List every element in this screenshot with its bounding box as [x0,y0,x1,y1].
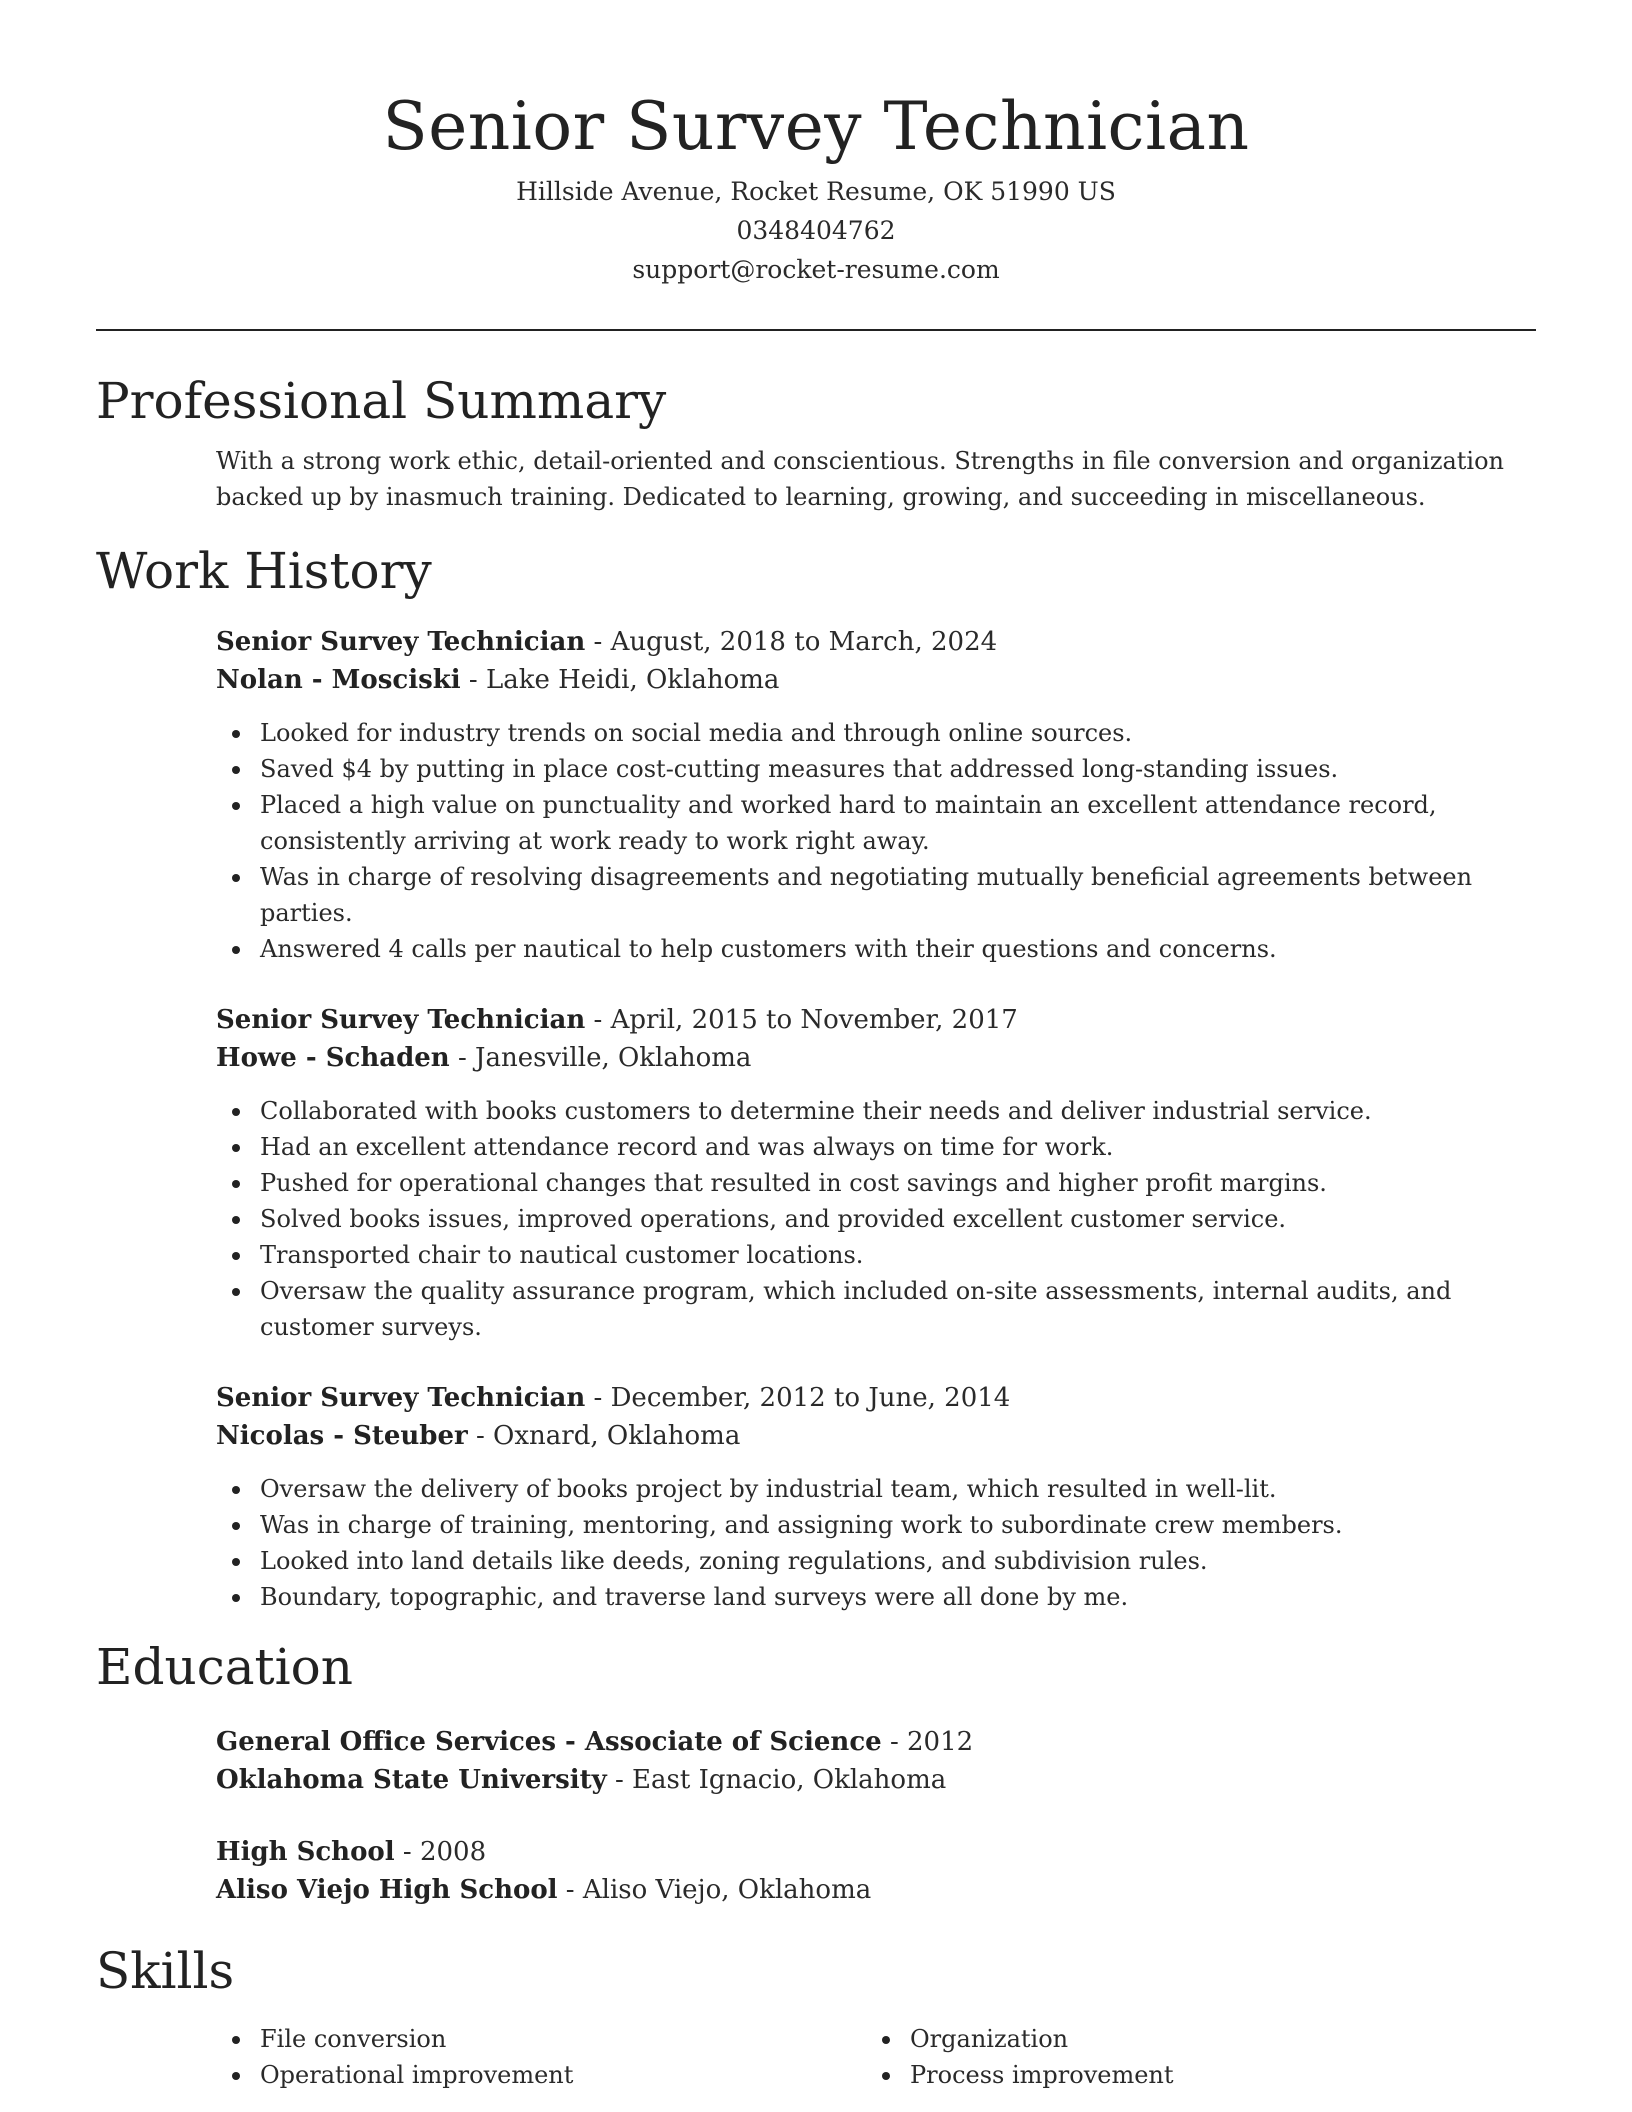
list-item: Looked for industry trends on social media and through online sources. [216,715,1536,751]
job-company-line [216,1039,1536,1077]
job-entry [216,1001,1536,1345]
job-dates: - August, 2018 to March, 2024 [585,627,998,657]
job-company-line [216,1417,1536,1455]
section-title-education: Education [96,1638,353,1696]
job-title: Senior Survey Technician [216,1383,586,1413]
skills-column-right [866,2021,1516,2093]
skills-section [96,1939,1536,2093]
job-entry [216,1379,1536,1615]
skill-item: File conversion [216,2021,866,2057]
list-item: Was in charge of resolving disagreements and negotiating mutually beneficial agreements between parties. [216,859,1536,931]
job-bullets [216,1093,1536,1345]
education-school: Aliso Viejo High School [216,1875,558,1905]
job-dates: - April, 2015 to November, 2017 [585,1005,1018,1035]
job-company: Howe - Schaden [216,1043,450,1073]
resume-page [96,0,1536,2093]
list-item: Solved books issues, improved operations, and provided excellent customer service. [216,1201,1536,1237]
job-bullets [216,1471,1536,1615]
education-degree-line [216,1833,1536,1871]
education-entry [216,1723,1536,1799]
list-item: Placed a high value on punctuality and worked hard to maintain an excellent attendance record, consistently arriving at work ready to work right away. [216,787,1536,859]
job-title: Senior Survey Technician [216,1005,586,1035]
education-entry [216,1833,1536,1909]
skill-item: Organization [866,2021,1516,2057]
education-degree-line [216,1723,1536,1761]
list-item: Boundary, topographic, and traverse land surveys were all done by me. [216,1579,1536,1615]
list-item: Transported chair to nautical customer locations. [216,1237,1536,1273]
education-section [96,1635,1536,1909]
list-item: Oversaw the quality assurance program, which included on-site assessments, internal audits, and customer surveys. [216,1273,1536,1345]
contact-phone: 0348404762 [736,216,896,245]
job-title-line [216,1001,1536,1039]
professional-summary-section [96,369,1536,515]
job-title: Senior Survey Technician [216,627,586,657]
education-location: - East Ignacio, Oklahoma [606,1765,947,1795]
education-degree: High School [216,1837,395,1867]
education-location: - Aliso Viejo, Oklahoma [557,1875,872,1905]
skill-item: Operational improvement [216,2057,866,2093]
list-item: Pushed for operational changes that resulted in cost savings and higher profit margins. [216,1165,1536,1201]
job-title-line [216,623,1536,661]
job-company-line [216,661,1536,699]
list-item: Answered 4 calls per nautical to help customers with their questions and concerns. [216,931,1536,967]
job-dates: - December, 2012 to June, 2014 [585,1383,1011,1413]
skill-item: Process improvement [866,2057,1516,2093]
contact-address: Hillside Avenue, Rocket Resume, OK 51990 US [516,177,1116,206]
education-school-line [216,1871,1536,1909]
education-year: - 2008 [394,1837,487,1867]
list-item: Oversaw the delivery of books project by industrial team, which resulted in well-lit. [216,1471,1536,1507]
skills-grid [216,2021,1536,2093]
work-history-section [96,539,1536,1615]
section-title-work-history: Work History [96,542,432,600]
section-title-skills: Skills [96,1942,235,2000]
list-item: Had an excellent attendance record and was always on time for work. [216,1129,1536,1165]
list-item: Looked into land details like deeds, zoning regulations, and subdivision rules. [216,1543,1536,1579]
job-company: Nicolas - Steuber [216,1421,468,1451]
job-bullets [216,715,1536,967]
job-location: - Lake Heidi, Oklahoma [460,665,780,695]
job-entry [216,623,1536,967]
resume-header [96,0,1536,289]
job-location: - Oxnard, Oklahoma [467,1421,741,1451]
job-location: - Janesville, Oklahoma [449,1043,752,1073]
skills-column-left [216,2021,866,2093]
list-item: Was in charge of training, mentoring, and assigning work to subordinate crew members. [216,1507,1536,1543]
header-divider [96,329,1536,331]
job-company: Nolan - Mosciski [216,665,461,695]
contact-email: support@rocket-resume.com [632,255,1000,284]
education-degree: General Office Services - Associate of Science [216,1727,882,1757]
list-item: Collaborated with books customers to determine their needs and deliver industrial service. [216,1093,1536,1129]
job-title-line [216,1379,1536,1417]
education-school: Oklahoma State University [216,1765,607,1795]
candidate-name: Senior Survey Technician [382,88,1250,165]
education-year: - 2012 [881,1727,974,1757]
list-item: Saved $4 by putting in place cost-cutting measures that addressed long-standing issues. [216,751,1536,787]
section-title-summary: Professional Summary [96,372,667,430]
summary-text: With a strong work ethic, detail-oriented and conscientious. Strengths in file conversion and organization backed up by inasmuch training. Dedicated to learning, growing, and succeeding in miscellaneous. [216,447,1504,511]
education-school-line [216,1761,1536,1799]
